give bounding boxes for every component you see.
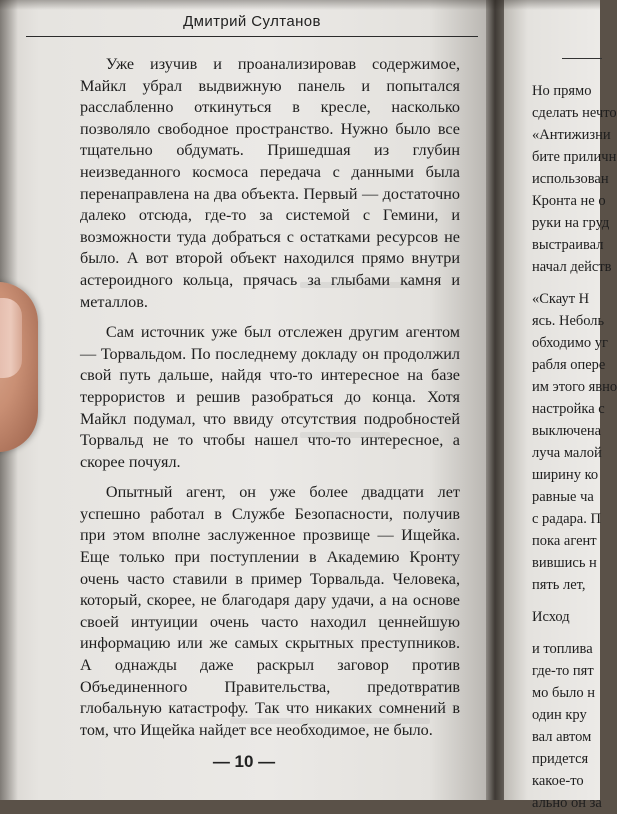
- right-page-line: равные ча: [532, 489, 594, 505]
- right-page-line: им этого явно: [532, 379, 617, 395]
- right-page-line: выключена: [532, 423, 602, 439]
- right-page-line: обходимо уг: [532, 335, 608, 351]
- right-page-line: руки на груд: [532, 215, 610, 231]
- right-page-line: луча малой: [532, 445, 602, 461]
- right-page-line: ально он за: [532, 795, 602, 811]
- right-page-line: пока агент: [532, 533, 597, 549]
- paragraph: Сам источник уже был отслежен другим агентом — Торвальдом. По последнему докладу он продолжил свой путь дальше, найдя что-то интересное на базе террористов и решив разобраться до конца. Хотя Майкл подумал, что ввиду отсутствия подробностей Торвальд не то чтобы нашел что-то интересное, а скорее почуял.: [80, 323, 460, 471]
- right-page-line: бите приличн: [532, 149, 617, 165]
- right-page-line: вившись н: [532, 555, 597, 571]
- right-page-line: выстраивал: [532, 237, 604, 253]
- paragraph: Уже изучив и проанализировав содержимое, Майкл убрал выдвижную панель и попытался расслабленно откинуться в кресле, насколько позволяло свободное пространство. Нужно было все тщательно обдумать. Пришедшая из глубин неизведанного космоса передача с данными была перенаправлена на два объекта. Первый — достаточно далеко отсюда, где-то за системой с Гемини, и возможности туда добраться с остатками ресурсов не было. А вот второй объект находился прямо внутри астероидного кольца, прячась за глыбами камня и металлов.: [80, 55, 460, 311]
- header-rule: [562, 58, 602, 59]
- right-page-line: где-то пят: [532, 663, 594, 679]
- page-number: — 10 —: [212, 752, 276, 771]
- right-page-line: [532, 596, 617, 606]
- right-page-line: рабля опере: [532, 357, 606, 373]
- right-page-line: один кру: [532, 707, 587, 723]
- book-gutter: [486, 0, 506, 800]
- top-shadow: [0, 0, 600, 10]
- paragraph: Опытный агент, он уже более двадцати лет успешно работал в Службе Безопасности, получив при этом вполне заслуженное прозвище — Ищейка. Еще только при поступлении в Академию Кронту очень часто ставили в пример Торвальда. Человека, который, скорее, не благодаря дару удачи, а на основе своей интуиции очень часто находил ценнейшую информацию или же самых скрытных преступников. А однажды даже раскрыл заговор против Объединенного Правительства, предотвратив глобальную катастрофу. Так что никаких сомнений в том, что Ищейка найдет все необходимое, не было.: [80, 483, 460, 739]
- right-page-line: ширину ко: [532, 467, 599, 483]
- right-page-line: [532, 278, 617, 288]
- right-page-line: Исход: [532, 609, 570, 625]
- thumbnail-nail: [0, 298, 22, 378]
- right-page-line: настройка с: [532, 401, 605, 417]
- right-page-line: и топлива: [532, 641, 593, 657]
- right-page-line: [532, 628, 617, 638]
- right-page-line: использован: [532, 171, 609, 187]
- right-page-line: ясь. Неболь: [532, 313, 605, 329]
- right-page-line: сделать нечто: [532, 105, 617, 121]
- right-page-line: вал автом: [532, 729, 592, 745]
- right-page-line: Кронта не о: [532, 193, 606, 209]
- right-page: [504, 0, 617, 811]
- right-page-line: начал действ: [532, 259, 612, 275]
- right-page-line: придется: [532, 751, 589, 767]
- right-page-line: мо было н: [532, 685, 596, 701]
- right-page-line: «Антижизни: [532, 127, 611, 143]
- right-page-line: Но прямо: [532, 83, 592, 99]
- right-page-line: «Скаут Н: [532, 291, 590, 307]
- body-text: [80, 54, 460, 741]
- right-page-line: с радара. П: [532, 511, 601, 527]
- right-page-line: какое-то: [532, 773, 584, 789]
- running-header: [26, 10, 478, 37]
- right-page-line: пять лет,: [532, 577, 586, 593]
- right-page-text: [532, 80, 617, 814]
- author-name: Дмитрий Султанов: [183, 13, 321, 30]
